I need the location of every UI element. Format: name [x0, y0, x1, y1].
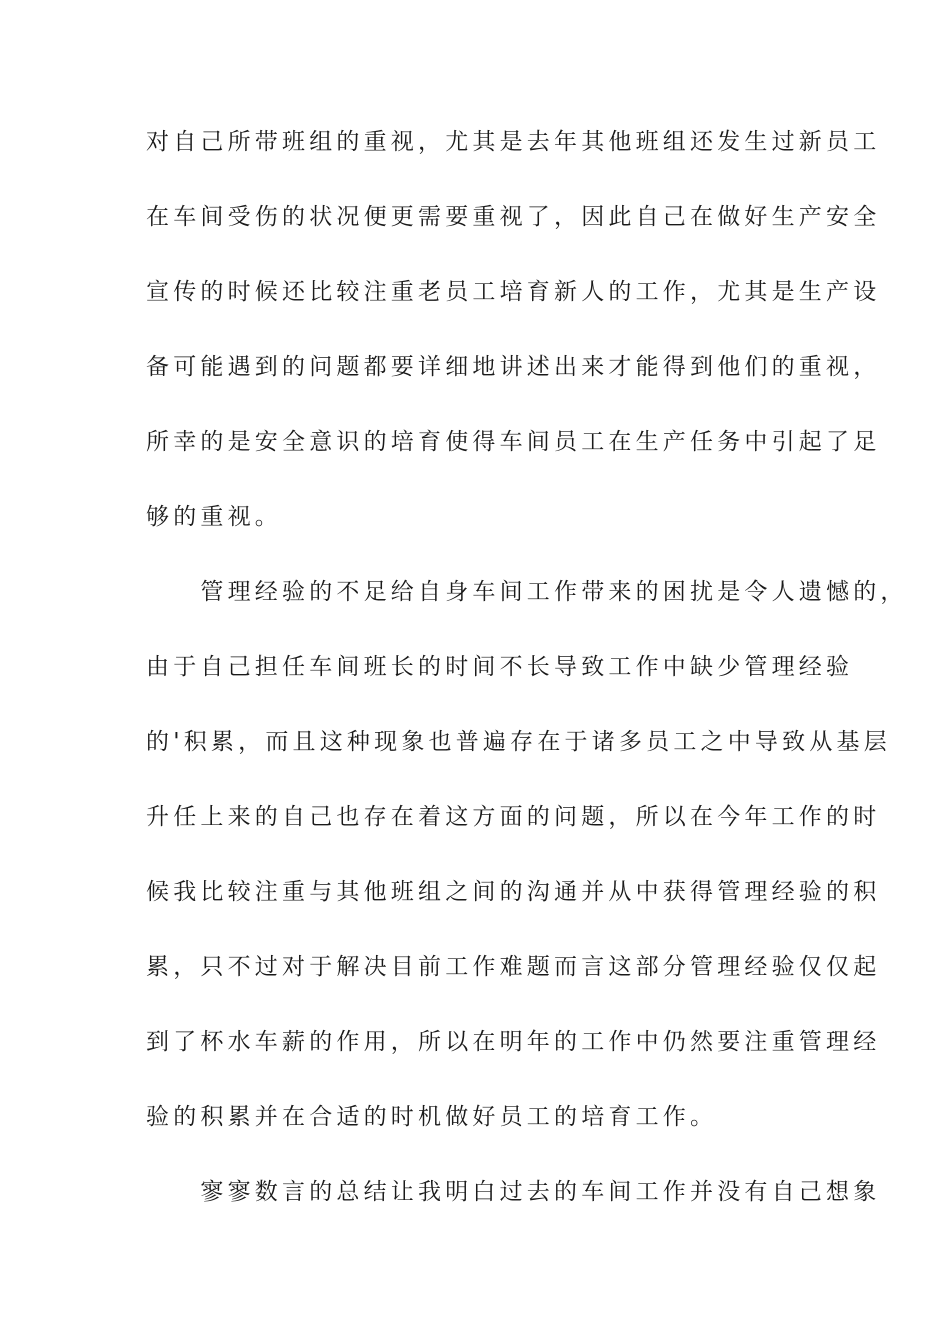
text-line: 候我比较注重与其他班组之间的沟通并从中获得管理经验的积	[146, 879, 881, 905]
text-line: 对自己所带班组的重视，尤其是去年其他班组还发生过新员工	[146, 129, 881, 155]
text-line: 在车间受伤的状况便更需要重视了，因此自己在做好生产安全	[146, 204, 881, 230]
document-body	[146, 129, 908, 1255]
text-line: 验的积累并在合适的时机做好员工的培育工作。	[146, 1104, 718, 1130]
text-line: 够的重视。	[146, 504, 282, 530]
text-line: 由于自己担任车间班长的时间不长导致工作中缺少管理经验	[146, 654, 854, 680]
text-line: 升任上来的自己也存在着这方面的问题，所以在今年工作的时	[146, 804, 881, 830]
text-line: 宣传的时候还比较注重老员工培育新人的工作，尤其是生产设	[146, 279, 881, 305]
text-line: 的'积累，而且这种现象也普遍存在于诸多员工之中导致从基层	[146, 729, 891, 755]
text-line: 累，只不过对于解决目前工作难题而言这部分管理经验仅仅起	[146, 954, 881, 980]
text-line: 备可能遇到的问题都要详细地讲述出来才能得到他们的重视，	[146, 354, 881, 380]
text-line: 到了杯水车薪的作用，所以在明年的工作中仍然要注重管理经	[146, 1029, 881, 1055]
paragraph-start-line: 管理经验的不足给自身车间工作带来的困扰是令人遗憾的，	[146, 579, 908, 605]
paragraph-start-line: 寥寥数言的总结让我明白过去的车间工作并没有自己想象	[146, 1179, 881, 1205]
text-line: 所幸的是安全意识的培育使得车间员工在生产任务中引起了足	[146, 429, 881, 455]
